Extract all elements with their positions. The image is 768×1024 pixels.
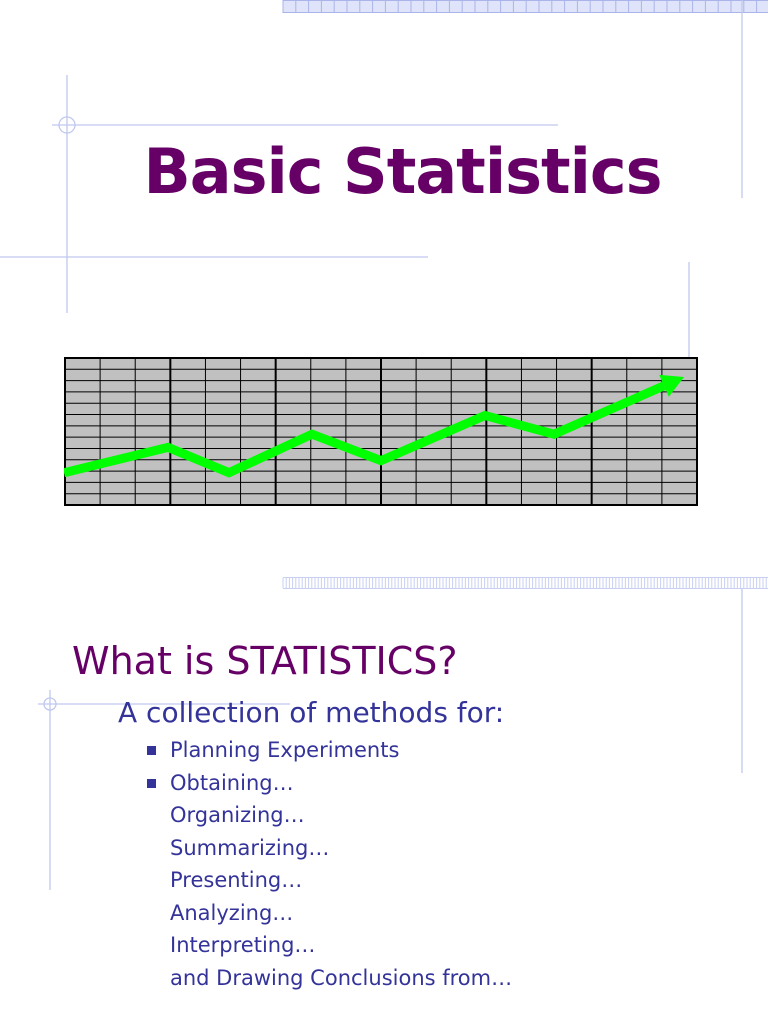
subheading: A collection of methods for: xyxy=(118,696,505,729)
slide-title: Basic Statistics xyxy=(143,135,662,208)
list-item: Presenting… xyxy=(170,868,303,892)
list-item: Interpreting… xyxy=(170,933,316,957)
square-bullet-icon xyxy=(147,779,156,788)
list-item: Planning Experiments xyxy=(146,734,512,767)
list-item: Obtaining… xyxy=(146,767,512,800)
list-item: Analyzing… xyxy=(170,900,294,925)
list-item: Organizing… xyxy=(170,803,305,827)
grid xyxy=(65,358,697,505)
list-item: and Drawing Conclusions from… xyxy=(170,965,513,990)
top-dotted-bar xyxy=(283,0,768,13)
trend-chart-graphic xyxy=(64,357,700,509)
list-item: Summarizing… xyxy=(170,835,330,860)
section-heading: What is STATISTICS? xyxy=(72,639,458,683)
square-bullet-icon xyxy=(147,746,156,755)
middle-dotted-band xyxy=(283,578,768,589)
bullet-list xyxy=(146,734,512,994)
